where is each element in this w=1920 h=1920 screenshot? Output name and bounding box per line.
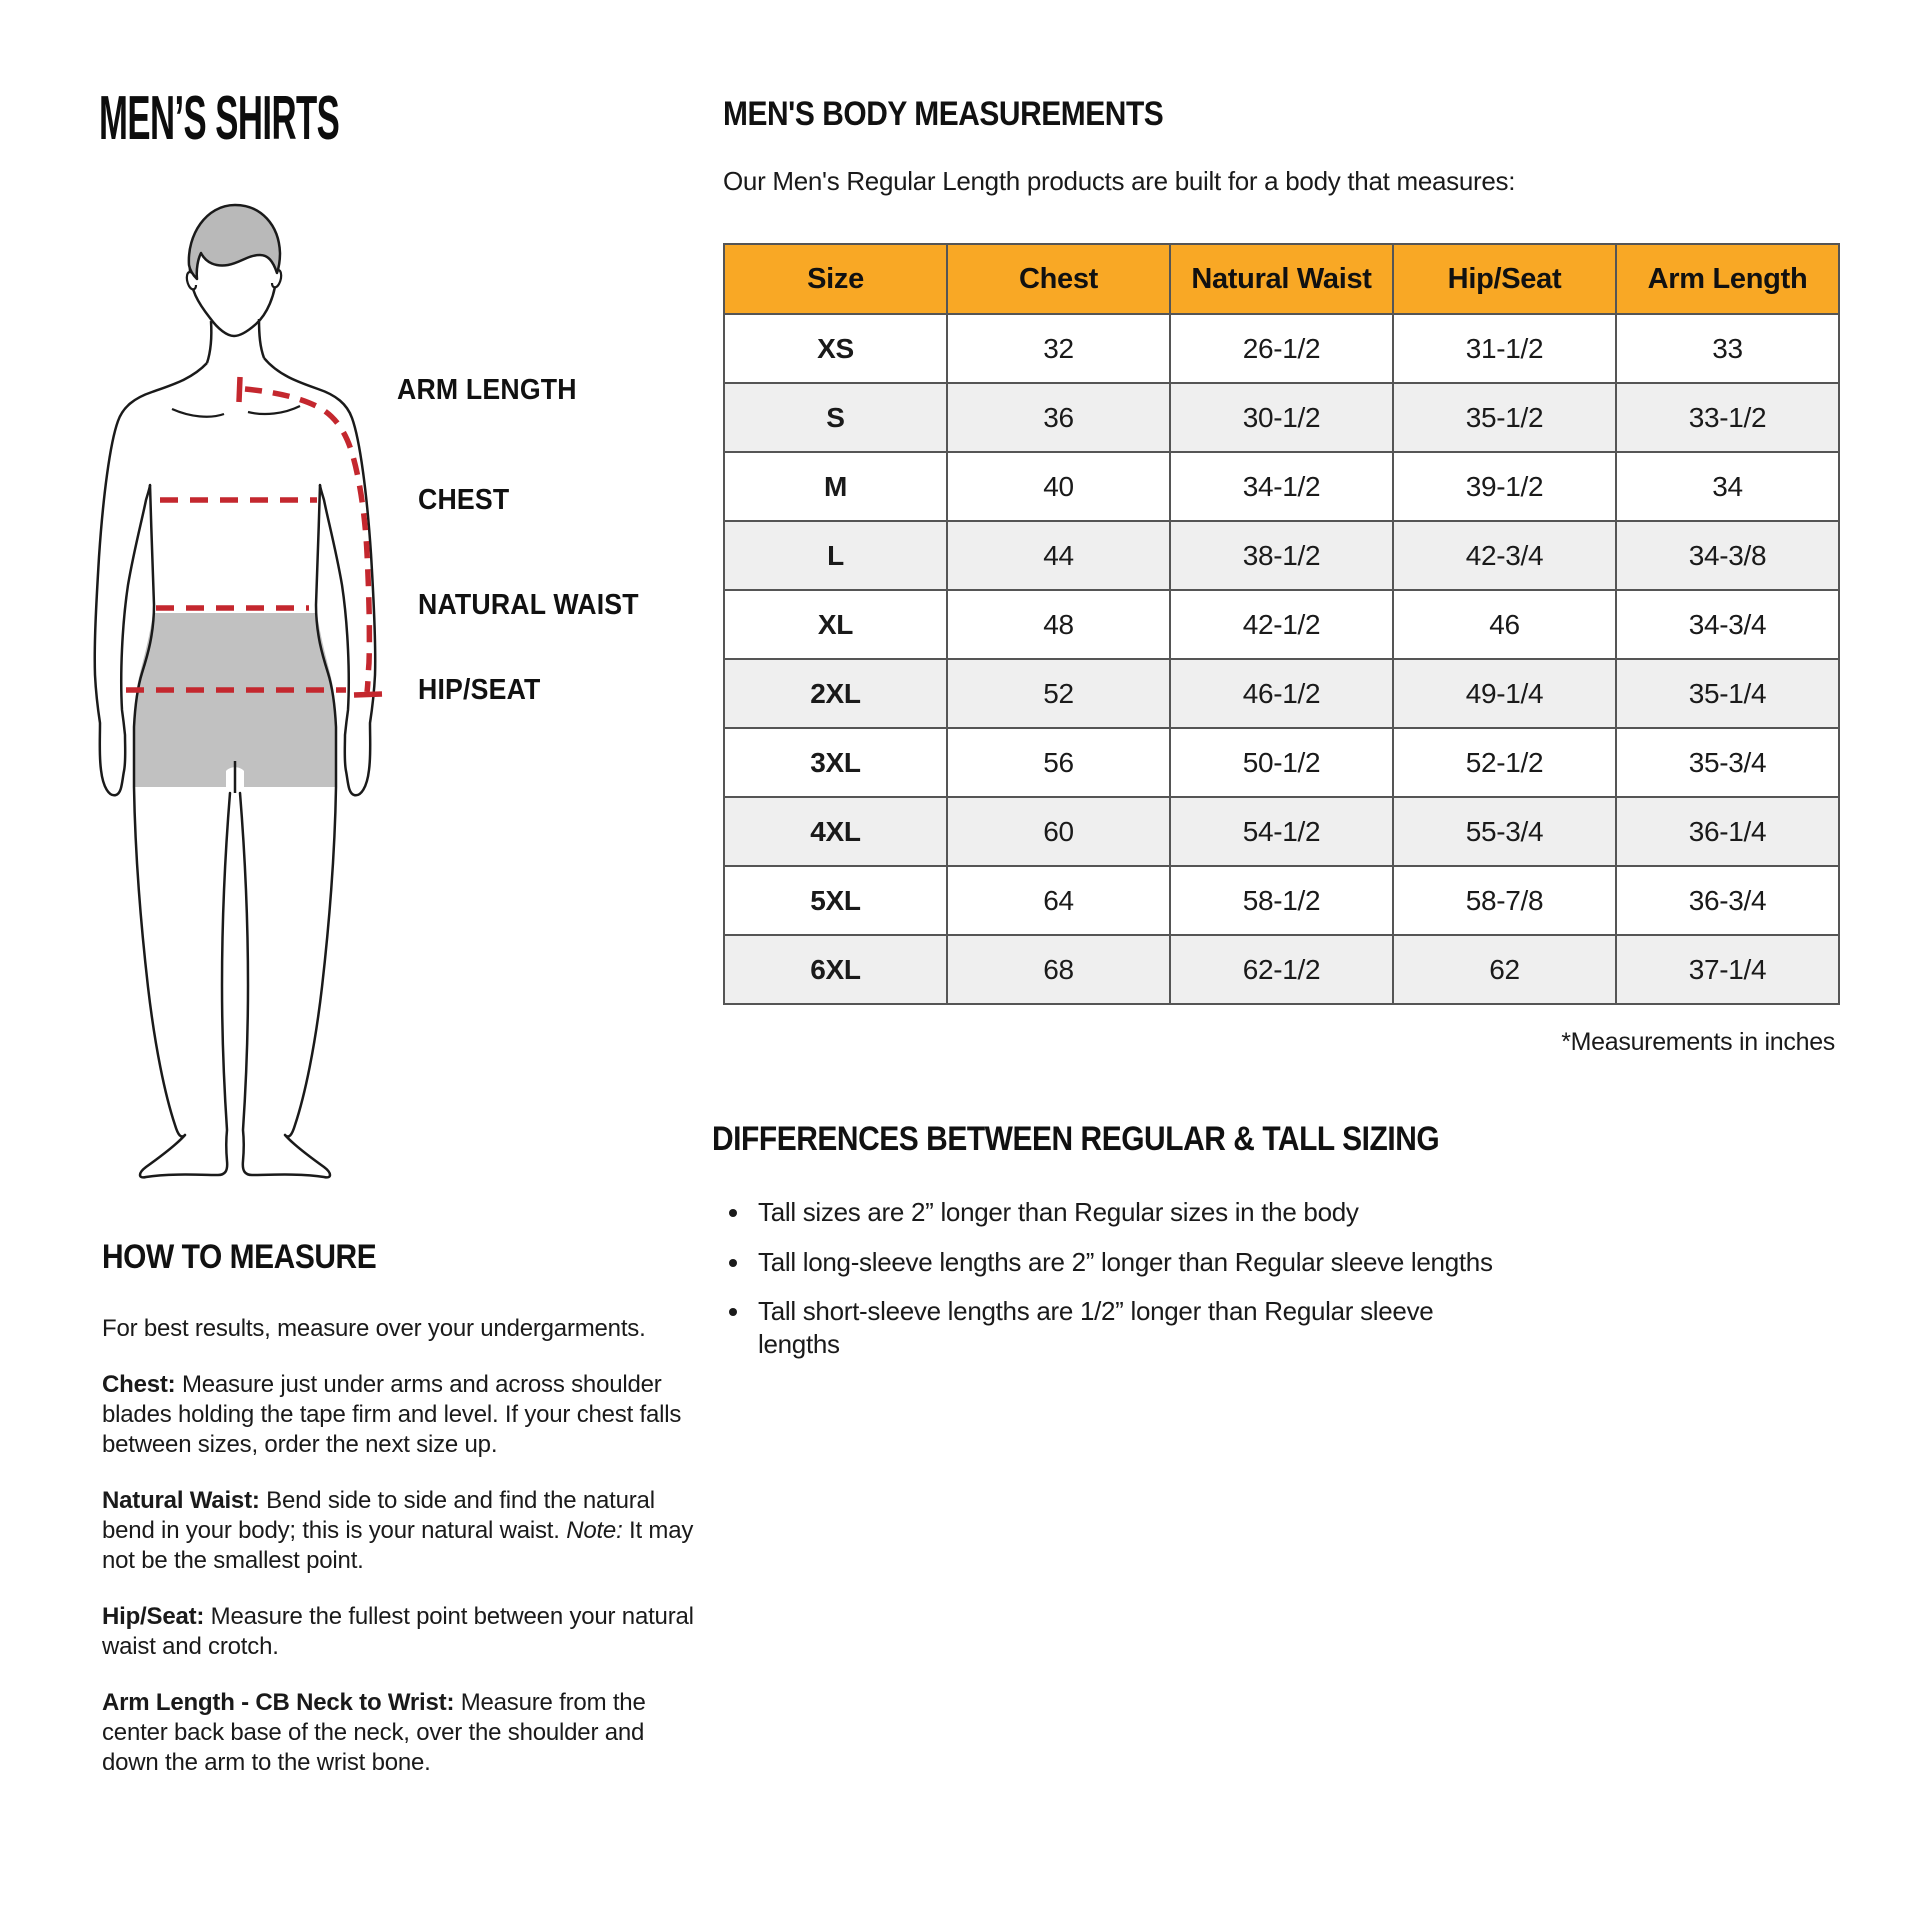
figure-clavicle-right (248, 406, 300, 414)
table-row (724, 728, 1839, 797)
column-header-arm: Arm Length (1616, 244, 1839, 314)
table-row (724, 935, 1839, 1004)
figure-clavicle-left (172, 409, 224, 417)
differences-list (712, 1196, 1512, 1377)
how-to-measure-heading: HOW TO MEASURE (102, 1238, 377, 1276)
size-cell: L (724, 521, 947, 590)
size-cell: 4XL (724, 797, 947, 866)
arm-cell: 34-3/4 (1616, 590, 1839, 659)
hip-cell: 55-3/4 (1393, 797, 1616, 866)
chest-cell: 68 (947, 935, 1170, 1004)
list-item: • Tall long-sleeve lengths are 2” longer than Regular sleeve lengths (752, 1246, 1512, 1279)
waist-cell: 58-1/2 (1170, 866, 1393, 935)
chest-cell: 36 (947, 383, 1170, 452)
arm-cell: 36-3/4 (1616, 866, 1839, 935)
size-cell: M (724, 452, 947, 521)
chest-label: CHEST (418, 484, 510, 516)
howto-waist-label: Natural Waist: (102, 1487, 260, 1514)
howto-hip-seat: Hip/Seat: Measure the fullest point between your natural waist and crotch. (102, 1603, 694, 1660)
chest-cell: 56 (947, 728, 1170, 797)
chest-cell: 64 (947, 866, 1170, 935)
arm-length-neck-tick (239, 377, 240, 402)
natural-waist-label: NATURAL WAIST (418, 589, 639, 621)
chest-cell: 48 (947, 590, 1170, 659)
waist-cell: 54-1/2 (1170, 797, 1393, 866)
hip-cell: 42-3/4 (1393, 521, 1616, 590)
arm-cell: 34 (1616, 452, 1839, 521)
hip-cell: 52-1/2 (1393, 728, 1616, 797)
howto-intro: For best results, measure over your undergarments. (102, 1315, 646, 1342)
howto-natural-waist: Natural Waist: Bend side to side and find the natural bend in your body; this is your natural waist. Note: It may not be the smallest point. (102, 1487, 694, 1574)
list-item: • Tall sizes are 2” longer than Regular sizes in the body (752, 1196, 1512, 1229)
howto-hip-label: Hip/Seat: (102, 1603, 205, 1630)
arm-length-wrist-tick (354, 694, 382, 695)
size-cell: XS (724, 314, 947, 383)
column-header-chest: Chest (947, 244, 1170, 314)
hip-cell: 39-1/2 (1393, 452, 1616, 521)
figure-torso-leg-left (134, 485, 230, 1177)
size-cell: 2XL (724, 659, 947, 728)
howto-chest: Chest: Measure just under arms and across shoulder blades holding the tape firm and level. If your chest falls between sizes, order the next size up. (102, 1371, 682, 1458)
size-cell: S (724, 383, 947, 452)
hip-cell: 49-1/4 (1393, 659, 1616, 728)
arm-cell: 35-3/4 (1616, 728, 1839, 797)
table-row (724, 590, 1839, 659)
waist-cell: 50-1/2 (1170, 728, 1393, 797)
measurements-footnote: *Measurements in inches (1561, 1028, 1835, 1056)
hip-cell: 62 (1393, 935, 1616, 1004)
arm-cell: 37-1/4 (1616, 935, 1839, 1004)
table-row (724, 452, 1839, 521)
column-header-hip: Hip/Seat (1393, 244, 1616, 314)
howto-arm-label: Arm Length - CB Neck to Wrist: (102, 1689, 455, 1716)
howto-chest-label: Chest: (102, 1371, 176, 1398)
size-cell: 5XL (724, 866, 947, 935)
how-to-measure-body (102, 1314, 694, 1804)
waist-cell: 26-1/2 (1170, 314, 1393, 383)
table-header-row (724, 244, 1839, 314)
measurements-heading: MEN'S BODY MEASUREMENTS (723, 95, 1164, 133)
figure-torso-leg-right (240, 485, 336, 1177)
waist-cell: 46-1/2 (1170, 659, 1393, 728)
waist-cell: 62-1/2 (1170, 935, 1393, 1004)
hip-seat-label: HIP/SEAT (418, 674, 541, 706)
chest-cell: 32 (947, 314, 1170, 383)
hip-cell: 46 (1393, 590, 1616, 659)
figure-neck-left (207, 321, 211, 363)
figure-neck-right (259, 319, 264, 358)
size-cell: 6XL (724, 935, 947, 1004)
figure-shorts (134, 613, 336, 787)
size-cell: 3XL (724, 728, 947, 797)
arm-cell: 33 (1616, 314, 1839, 383)
note-label: Note: (566, 1517, 623, 1544)
page-title: MEN’S SHIRTS (99, 84, 340, 153)
arm-length-label: ARM LENGTH (397, 374, 577, 406)
arm-cell: 36-1/4 (1616, 797, 1839, 866)
waist-cell: 38-1/2 (1170, 521, 1393, 590)
size-chart-table (723, 243, 1840, 1005)
table-row (724, 866, 1839, 935)
hip-cell: 31-1/2 (1393, 314, 1616, 383)
differences-heading: DIFFERENCES BETWEEN REGULAR & TALL SIZING (712, 1120, 1440, 1158)
table-row (724, 797, 1839, 866)
list-item: • Tall short-sleeve lengths are 1/2” longer than Regular sleeve lengths (752, 1295, 1512, 1360)
waist-cell: 30-1/2 (1170, 383, 1393, 452)
chest-cell: 44 (947, 521, 1170, 590)
chest-cell: 52 (947, 659, 1170, 728)
hip-cell: 58-7/8 (1393, 866, 1616, 935)
arm-cell: 34-3/8 (1616, 521, 1839, 590)
column-header-size: Size (724, 244, 947, 314)
howto-arm-length: Arm Length - CB Neck to Wrist: Measure from the center back base of the neck, over the shoulder and down the arm to the wrist bone. (102, 1689, 646, 1776)
hip-cell: 35-1/2 (1393, 383, 1616, 452)
chest-cell: 40 (947, 452, 1170, 521)
table-row (724, 521, 1839, 590)
table-row (724, 314, 1839, 383)
waist-cell: 42-1/2 (1170, 590, 1393, 659)
table-row (724, 659, 1839, 728)
chest-cell: 60 (947, 797, 1170, 866)
size-cell: XL (724, 590, 947, 659)
arm-cell: 33-1/2 (1616, 383, 1839, 452)
waist-cell: 34-1/2 (1170, 452, 1393, 521)
arm-cell: 35-1/4 (1616, 659, 1839, 728)
table-row (724, 383, 1839, 452)
body-diagram (80, 195, 400, 1195)
column-header-waist: Natural Waist (1170, 244, 1393, 314)
measurements-subtitle: Our Men's Regular Length products are built for a body that measures: (723, 166, 1516, 196)
